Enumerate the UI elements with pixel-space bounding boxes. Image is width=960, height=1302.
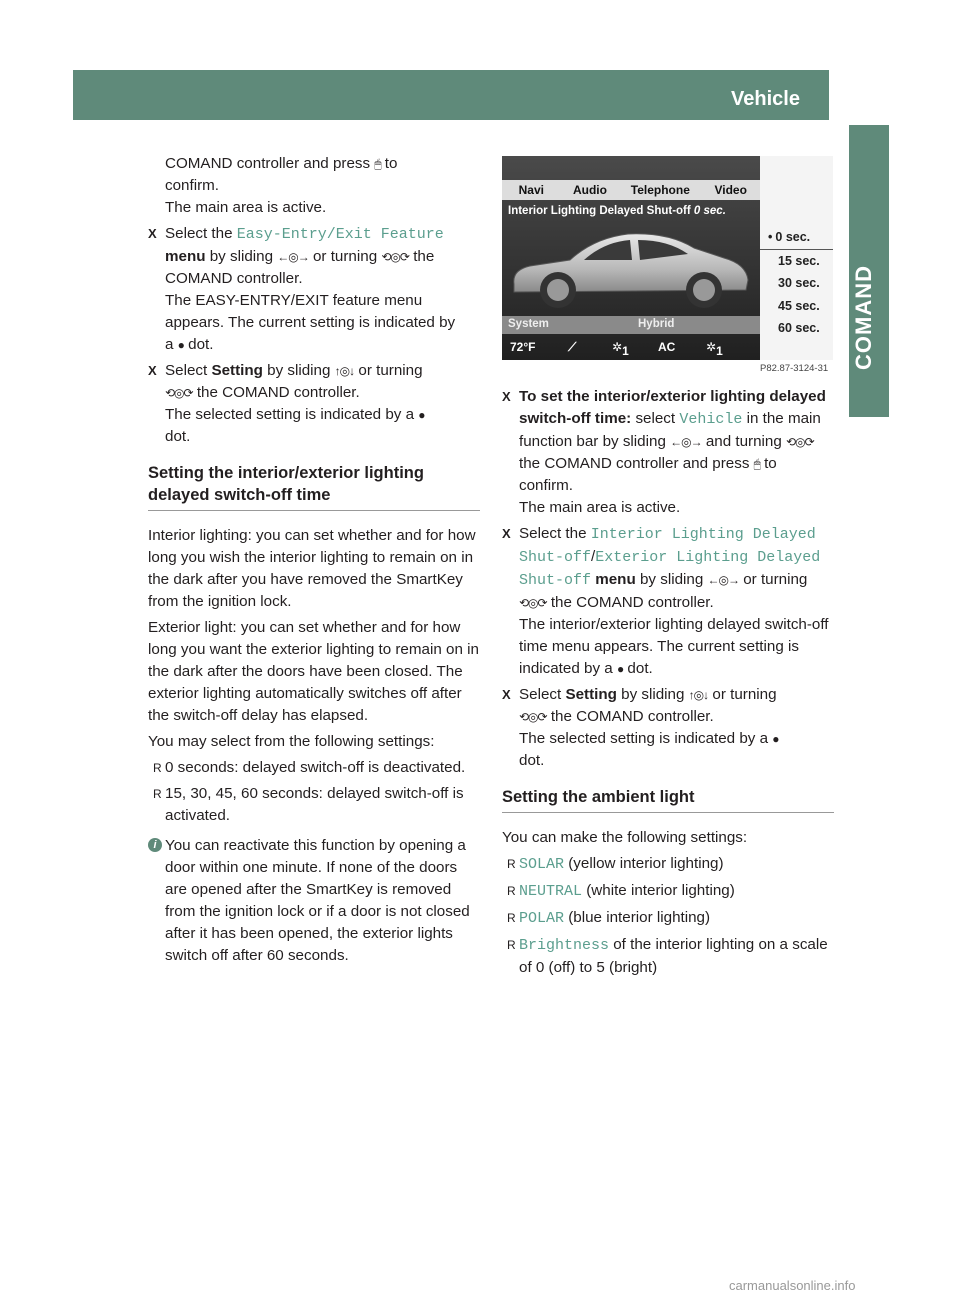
system-bar [502, 316, 760, 334]
step-setting-right: X Select Setting by sliding ↑◎↓ or turning ⟲◎⟳ the COMAND controller. The selected setting is indicated by a ● dot. [502, 686, 779, 769]
turn-icon: ⟲◎⟳ [519, 710, 547, 724]
bullet-icon: R [507, 938, 516, 952]
slide-lr-icon: ←◎→ [277, 250, 309, 264]
dot-icon: ● [616, 662, 624, 676]
step-marker-icon: X [502, 687, 511, 702]
bullet-icon: R [153, 761, 162, 775]
list-item: R Brightness of the interior lighting on a scale of 0 (off) to 5 (bright) [507, 936, 828, 976]
tab-navi: Navi [518, 183, 544, 197]
slide-ud-icon: ↑◎↓ [688, 688, 709, 702]
fan-icon: ✲ 1 [612, 340, 629, 358]
step-marker-icon: X [148, 363, 157, 378]
info-icon: i [148, 838, 162, 852]
para-exterior: Exterior light: you can set whether and for how long you want the exterior lighting to remain on in the dark after the doors have been closed. The exterior lighting automatically switches off after the switch-off delay has elapsed. [148, 619, 479, 724]
tab-audio: Audio [572, 183, 607, 197]
exterior-menu-code: Exterior Lighting Delayed Shut-off [519, 549, 821, 589]
side-tab-box [849, 373, 889, 417]
option-45-sec: 45 sec. [778, 298, 820, 313]
slide-lr-icon: ←◎→ [670, 435, 702, 449]
comand-screen-image [502, 156, 833, 360]
system-label: System [508, 318, 549, 330]
list-item: R 15, 30, 45, 60 seconds: delayed switch-off is activated. [153, 785, 464, 824]
header-divider [829, 70, 832, 120]
screen-main-area [502, 156, 760, 360]
temperature: 72°F [510, 340, 536, 354]
climate-bar [502, 336, 760, 360]
turn-icon: ⟲◎⟳ [381, 250, 409, 264]
seat-icon: ⟋ [568, 340, 577, 354]
step-marker-icon: X [502, 389, 511, 404]
ac-label: AC [658, 340, 676, 354]
bullet-icon: R [153, 787, 162, 801]
bullet-icon: R [507, 911, 516, 925]
para-settings: You may select from the following settings: [148, 733, 435, 750]
turn-icon: ⟲◎⟳ [165, 386, 193, 400]
intro-text: COMAND controller and press 🖱 to confirm. The main area is active. [165, 155, 398, 216]
para-interior: Interior lighting: you can set whether and for how long you wish the interior lighting to remain on in the dark after you have removed the SmartKey from the ignition lock. [148, 527, 476, 610]
screen-title: Interior Lighting Delayed Shut-off 0 sec. [508, 205, 726, 217]
vehicle-menu-code: Vehicle [679, 411, 743, 428]
ambient-intro: You can make the following settings: [502, 829, 748, 846]
press-icon: 🖱 [753, 457, 760, 471]
step-select-menu: X Select the Interior Lighting Delayed Shut-off/Exterior Lighting Delayed Shut-off menu by sliding ←◎→ or turning ⟲◎⟳ the COMAND controller. The interior/exterior lighting delayed switch-off time menu appears. The current setting is indicated by a ● dot. [502, 525, 829, 677]
step-easy-entry: X Select the Easy-Entry/Exit Feature menu by sliding ←◎→ or turning ⟲◎⟳ the COMAND controller. The EASY-ENTRY/EXIT feature menu appears. The current setting is indicated by a ● dot. [148, 225, 456, 353]
list-item: R 0 seconds: delayed switch-off is deactivated. [148, 757, 480, 779]
page-number: 263 [846, 90, 877, 110]
easy-entry-menu-code: Easy-Entry/Exit Feature [236, 226, 444, 243]
footer-watermark: carmanualsonline.info [729, 1278, 856, 1293]
screen-tabs [502, 180, 760, 200]
tab-telephone: Telephone [630, 183, 690, 197]
option-60-sec: 60 sec. [778, 321, 820, 335]
slide-ud-icon: ↑◎↓ [334, 364, 355, 378]
step-setting-left: X Select Setting by sliding ↑◎↓ or turning ⟲◎⟳ the COMAND controller. The selected setting is indicated by a ● dot. [148, 362, 425, 445]
option-30-sec: 30 sec. [778, 276, 820, 290]
info-note: i You can reactivate this function by opening a door within one minute. If none of the doors are opened after the SmartKey is removed from the ignition lock or if a door is not closed after it has been opened, the exterior lights switch off after 60 seconds. [148, 835, 480, 967]
image-caption: P82.87-3124-31 [760, 363, 829, 374]
turn-icon: ⟲◎⟳ [519, 596, 547, 610]
step-marker-icon: X [148, 226, 157, 241]
turn-icon: ⟲◎⟳ [786, 435, 814, 449]
list-item: R POLAR (blue interior lighting) [507, 909, 711, 927]
section-heading-ambient: Setting the ambient light [502, 786, 834, 813]
option-0-sec: • 0 sec. [760, 226, 833, 250]
option-15-sec: 15 sec. [778, 253, 820, 268]
bullet-icon: R [507, 857, 516, 871]
section-title: Vehicle [731, 88, 800, 110]
slide-lr-icon: ←◎→ [707, 573, 739, 587]
tab-video: Video [714, 183, 747, 197]
fan-icon: ✲ 1 [706, 340, 723, 358]
right-column [502, 386, 834, 979]
dot-icon: ● [418, 408, 425, 422]
header-bar [73, 70, 831, 120]
car-icon [508, 224, 754, 314]
side-tab-label: COMAND [851, 265, 876, 370]
dot-icon: ● [177, 338, 184, 352]
section-heading-lighting: Setting the interior/exterior lighting delayed switch-off time [148, 462, 480, 511]
dot-icon: ● [772, 732, 779, 746]
list-item: R SOLAR (yellow interior lighting) [507, 855, 724, 873]
press-icon: 🖱 [374, 157, 381, 171]
hybrid-label: Hybrid [638, 318, 675, 330]
left-column [148, 153, 480, 967]
step-set-delay: X To set the interior/exterior lighting delayed switch-off time: select Vehicle in the main function bar by sliding ←◎→ and turning ⟲◎⟳ the COMAND controller and press 🖱 to confirm. The main area is active. [502, 388, 826, 516]
interior-menu-code: Interior Lighting Delayed Shut-off [519, 526, 816, 566]
option-list [760, 226, 833, 340]
list-item: R NEUTRAL (white interior lighting) [507, 882, 735, 900]
bullet-icon: R [507, 884, 516, 898]
step-marker-icon: X [502, 526, 511, 541]
